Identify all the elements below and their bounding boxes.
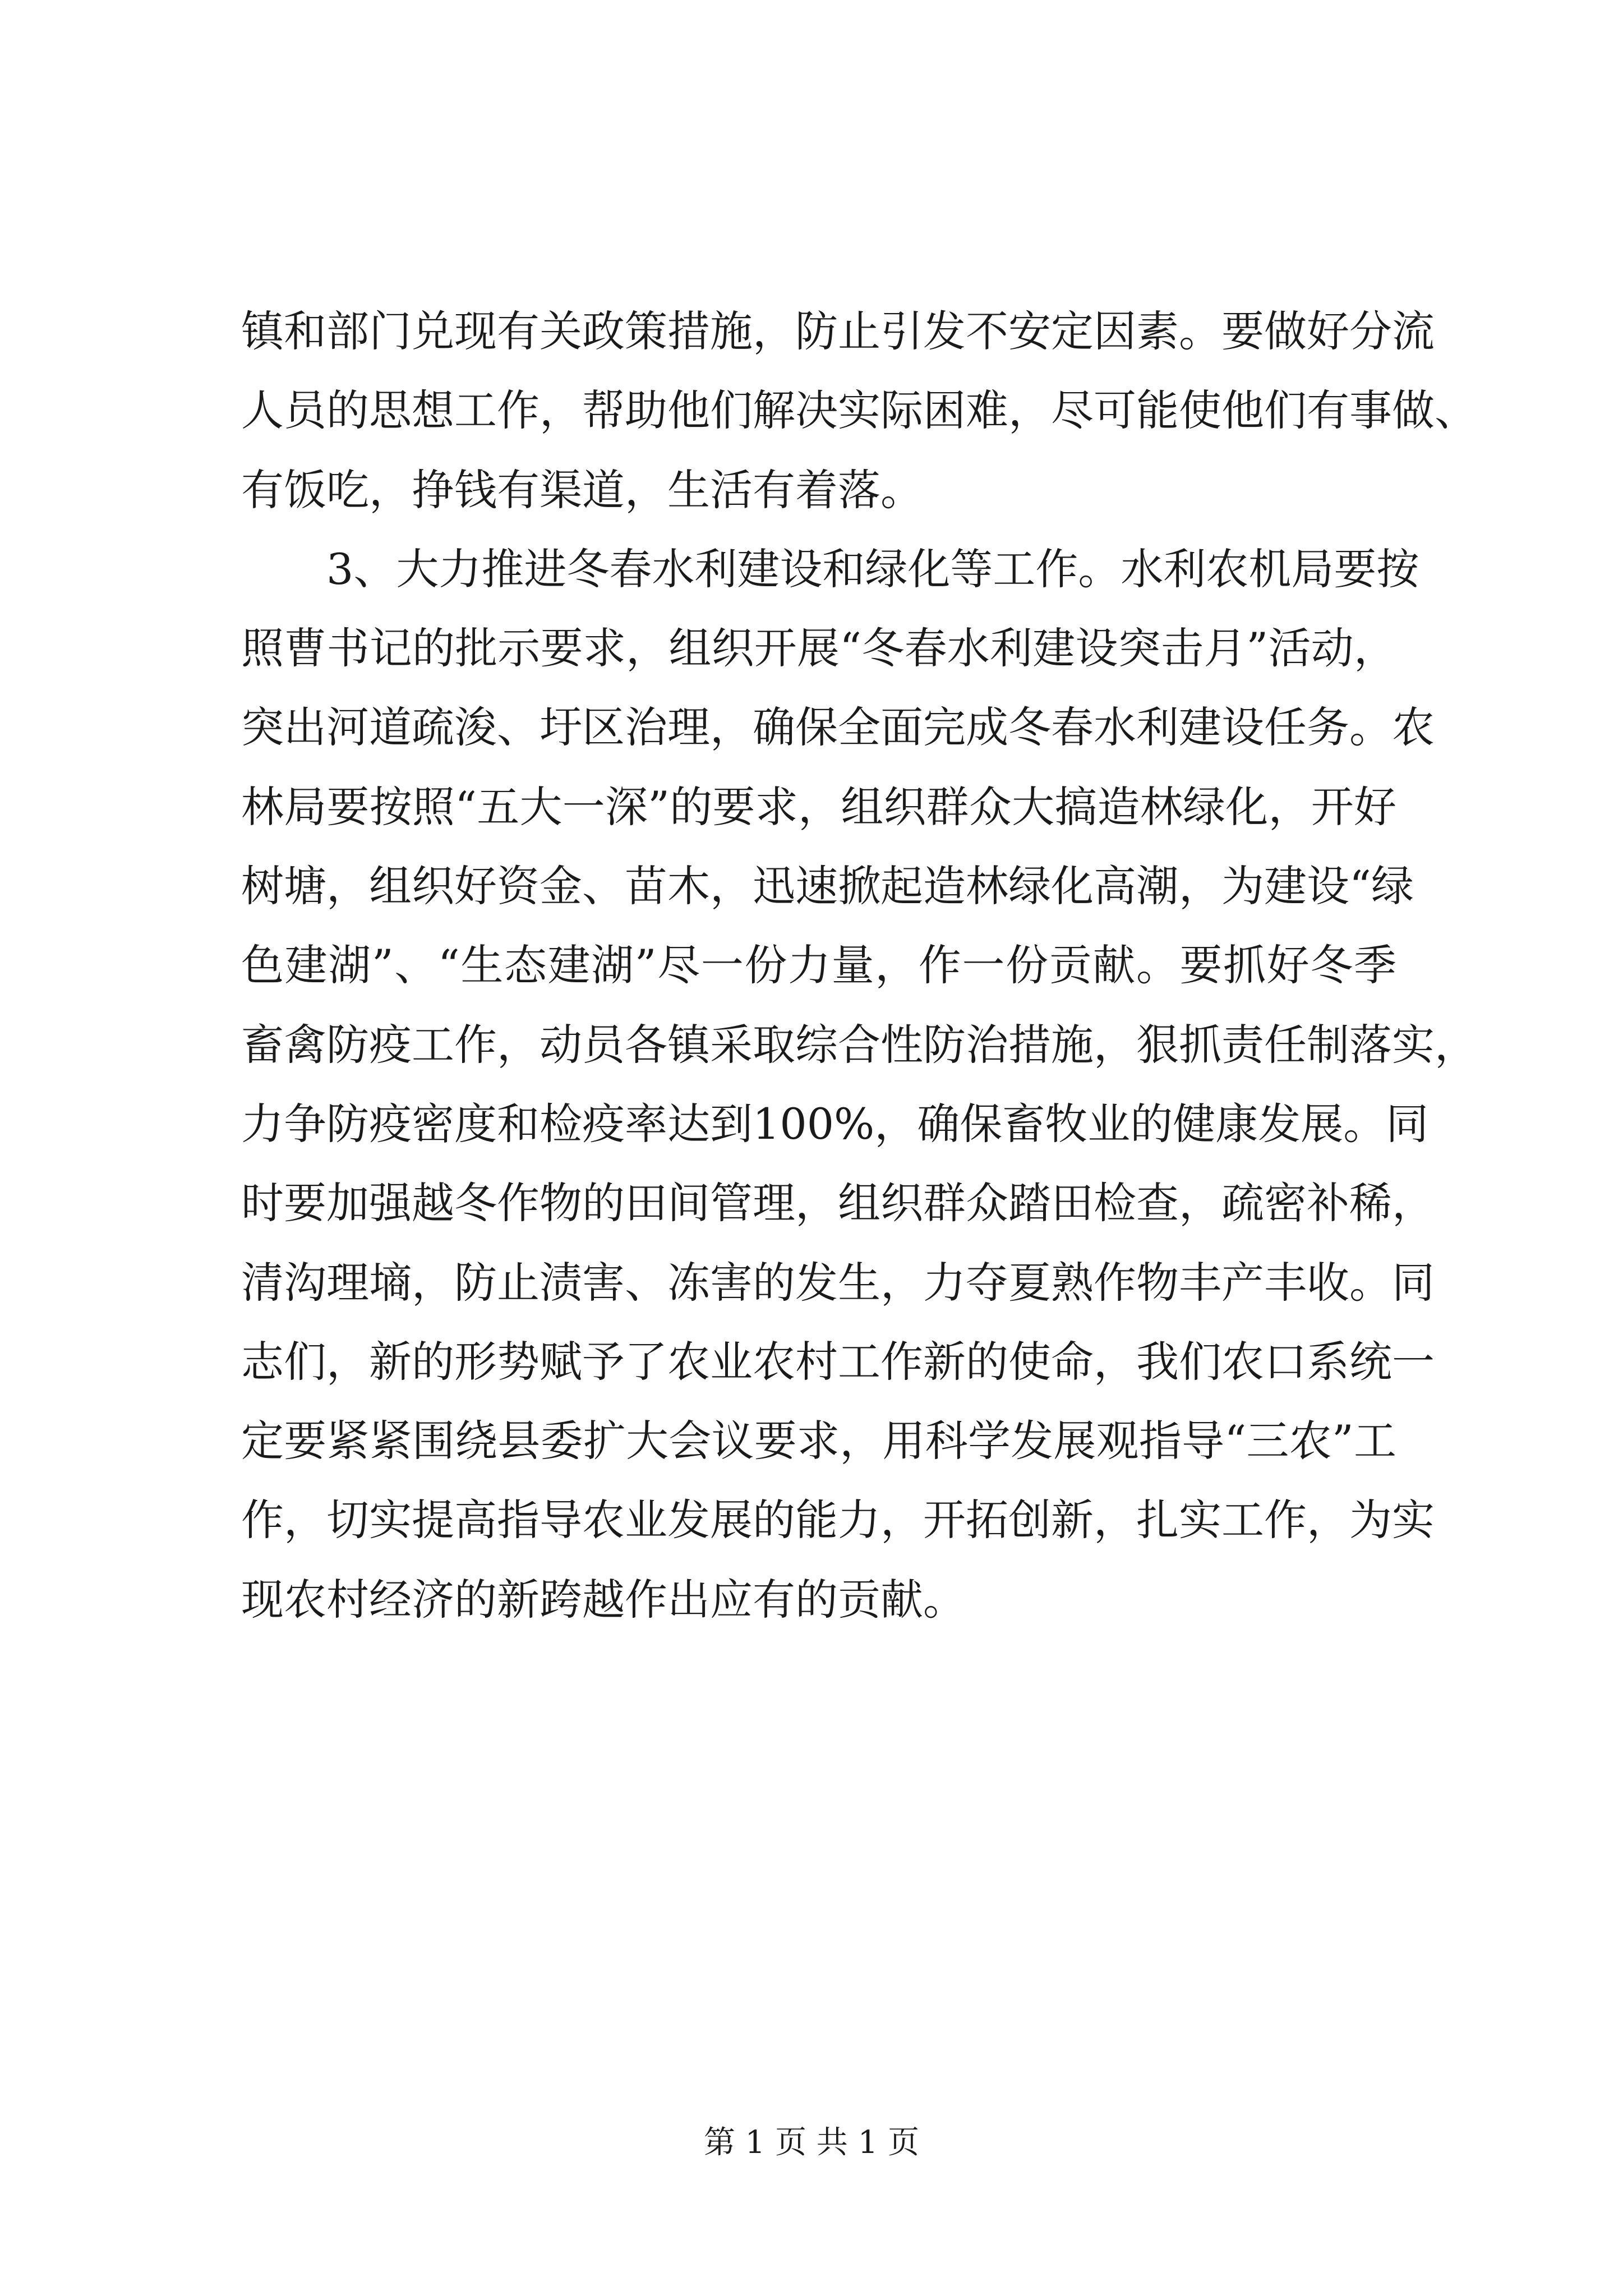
text-line: 照曹书记的批示要求，组织开展“冬春水利建设突击月”活动，: [241, 623, 1396, 674]
text-line: 3、大力推进冬春水利建设和绿化等工作。水利农机局要按: [241, 544, 1419, 594]
text-line: 志们，新的形势赋予了农业农村工作新的使命，我们农口系统一: [241, 1336, 1435, 1387]
text-line: 人员的思想工作，帮助他们解决实际困难，尽可能使他们有事做、: [241, 385, 1477, 436]
text-line: 树塘，组织好资金、苗木，迅速掀起造林绿化高潮，为建设“绿: [241, 861, 1414, 912]
text-line: 镇和部门兑现有关政策措施，防止引发不安定因素。要做好分流: [241, 306, 1435, 356]
text-line: 有饭吃，挣钱有渠道，生活有着落。: [241, 464, 923, 515]
page-number-footer: 第 1 页 共 1 页: [703, 2124, 920, 2161]
text-line: 畜禽防疫工作，动员各镇采取综合性防治措施，狠抓责任制落实，: [241, 1019, 1477, 1070]
text-line: 林局要按照“五大一深”的要求，组织群众大搞造林绿化，开好: [241, 781, 1396, 832]
text-line: 突出河道疏浚、圩区治理，确保全面完成冬春水利建设任务。农: [241, 702, 1435, 753]
text-line: 清沟理墒，防止渍害、冻害的发生，力夺夏熟作物丰产丰收。同: [241, 1257, 1435, 1308]
text-line: 时要加强越冬作物的田间管理，组织群众踏田检查，疏密补稀，: [241, 1178, 1435, 1228]
text-line: 作，切实提高指导农业发展的能力，开拓创新，扎实工作，为实: [241, 1495, 1435, 1545]
document-body: [241, 292, 1477, 1639]
text-line: 力争防疫密度和检疫率达到100%，确保畜牧业的健康发展。同: [241, 1098, 1429, 1149]
text-line: 定要紧紧围绕县委扩大会议要求，用科学发展观指导“三农”工: [241, 1416, 1396, 1466]
text-line: 现农村经济的新跨越作出应有的贡献。: [241, 1574, 966, 1625]
text-line: 色建湖”、“生态建湖”尽一份力量，作一份贡献。要抓好冬季: [241, 940, 1396, 991]
